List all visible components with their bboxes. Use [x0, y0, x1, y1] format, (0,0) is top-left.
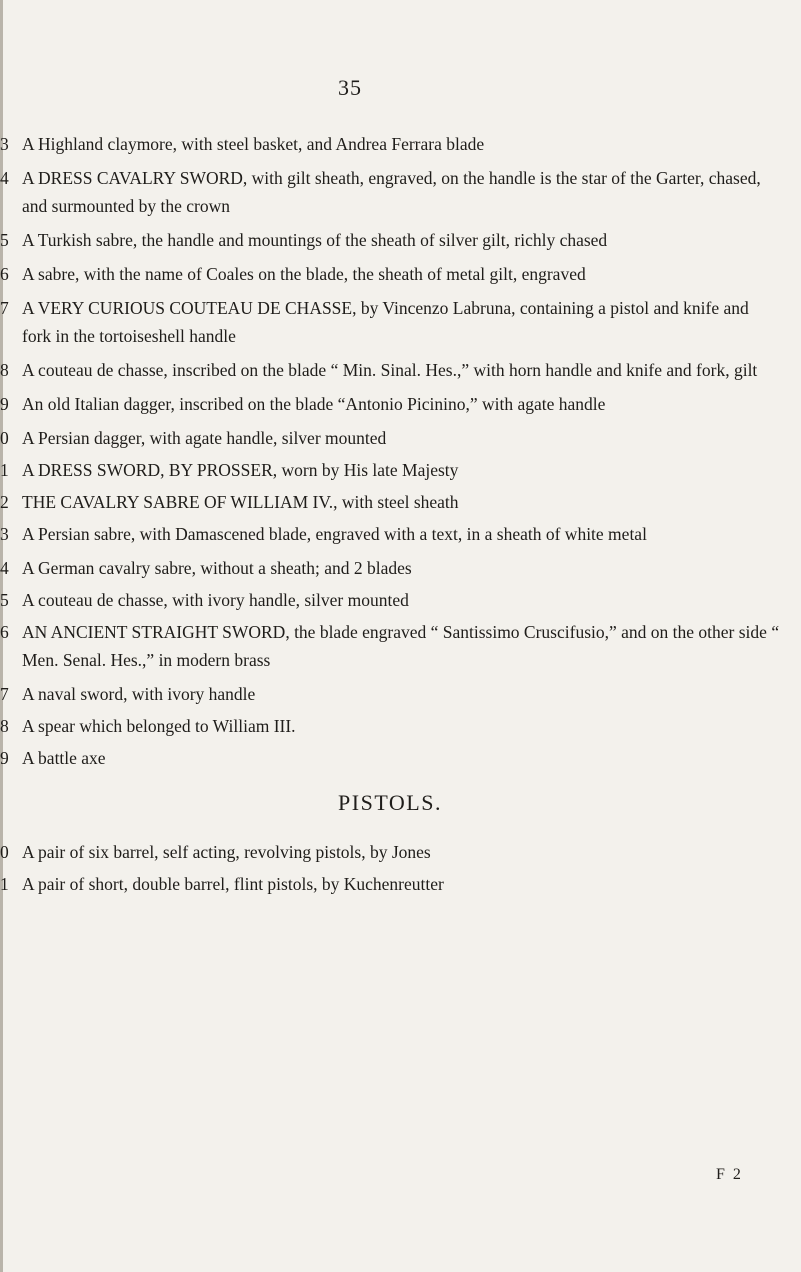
lot-number: 6: [0, 264, 9, 284]
list-item: [0, 870, 780, 898]
lot-description: A Highland claymore, with steel basket, and Andrea Ferrara blade: [22, 134, 485, 154]
lot-description: AN ANCIENT STRAIGHT SWORD, the blade engraved “ Santissimo Cruscifusio,” and on the other side “ Men. Senal. Hes.,” in modern brass: [22, 622, 780, 670]
section-heading: PISTOLS.: [338, 790, 442, 815]
lot-number: 7: [0, 684, 9, 704]
list-item: [0, 680, 780, 708]
lot-description: A couteau de chasse, inscribed on the blade “ Min. Sinal. Hes.,” with horn handle and knife and fork, gilt: [22, 360, 758, 380]
list-item: [0, 554, 780, 582]
list-item: [0, 424, 780, 452]
list-item: [0, 226, 780, 254]
lot-number: 5: [0, 230, 9, 250]
lot-number: 8: [0, 360, 9, 380]
catalogue-entries: [0, 130, 780, 902]
lot-number: 8: [0, 716, 9, 736]
list-item: [0, 390, 780, 418]
list-item: [0, 520, 780, 548]
lot-number: 2: [0, 492, 9, 512]
lot-description: A couteau de chasse, with ivory handle, silver mounted: [22, 590, 409, 610]
list-item: [0, 744, 780, 772]
lot-number: 4: [0, 168, 9, 188]
lot-number: 1: [0, 460, 9, 480]
lot-number: 3: [0, 524, 9, 544]
list-item: [0, 294, 780, 350]
lot-description: A German cavalry sabre, without a sheath; and 2 blades: [22, 558, 412, 578]
lot-description: A pair of short, double barrel, flint pistols, by Kuchenreutter: [22, 874, 444, 894]
list-item: [0, 130, 780, 158]
lot-description: A sabre, with the name of Coales on the blade, the sheath of metal gilt, engraved: [22, 264, 586, 284]
signature-mark: F 2: [716, 1166, 743, 1183]
lot-description: A DRESS CAVALRY SWORD, with gilt sheath, engraved, on the handle is the star of the Garter, chased, and surmounted by the crown: [22, 168, 761, 216]
list-item: [0, 260, 780, 288]
lot-description: A Turkish sabre, the handle and mountings of the sheath of silver gilt, richly chased: [22, 230, 608, 250]
lot-number: 4: [0, 558, 9, 578]
lot-description: A VERY CURIOUS COUTEAU DE CHASSE, by Vincenzo Labruna, containing a pistol and knife and fork in the tortoiseshell handle: [22, 298, 749, 346]
lot-number: 7: [0, 298, 9, 318]
list-item: [0, 586, 780, 614]
list-item: [0, 456, 780, 484]
lot-description: A spear which belonged to William III.: [22, 716, 296, 736]
lot-description: A naval sword, with ivory handle: [22, 684, 256, 704]
lot-number: 6: [0, 622, 9, 642]
lot-number: 3: [0, 134, 9, 154]
lot-number: 0: [0, 842, 9, 862]
lot-number: 0: [0, 428, 9, 448]
list-item: [0, 618, 780, 674]
lot-description: THE CAVALRY SABRE OF WILLIAM IV., with steel sheath: [22, 492, 459, 512]
lot-description: A Persian sabre, with Damascened blade, engraved with a text, in a sheath of white metal: [22, 524, 647, 544]
list-item: [0, 838, 780, 866]
lot-number: 5: [0, 590, 9, 610]
lot-number: 9: [0, 394, 9, 414]
lot-description: A battle axe: [22, 748, 106, 768]
lot-description: A Persian dagger, with agate handle, silver mounted: [22, 428, 387, 448]
list-item: [0, 712, 780, 740]
lot-number: 9: [0, 748, 9, 768]
lot-description: A DRESS SWORD, BY PROSSER, worn by His late Majesty: [22, 460, 459, 480]
list-item: [0, 356, 780, 384]
lot-description: An old Italian dagger, inscribed on the blade “Antonio Picinino,” with agate handle: [22, 394, 606, 414]
page-number: 35: [338, 75, 362, 100]
lot-number: 1: [0, 874, 9, 894]
lot-description: A pair of six barrel, self acting, revolving pistols, by Jones: [22, 842, 431, 862]
list-item: [0, 488, 780, 516]
list-item: [0, 164, 780, 220]
